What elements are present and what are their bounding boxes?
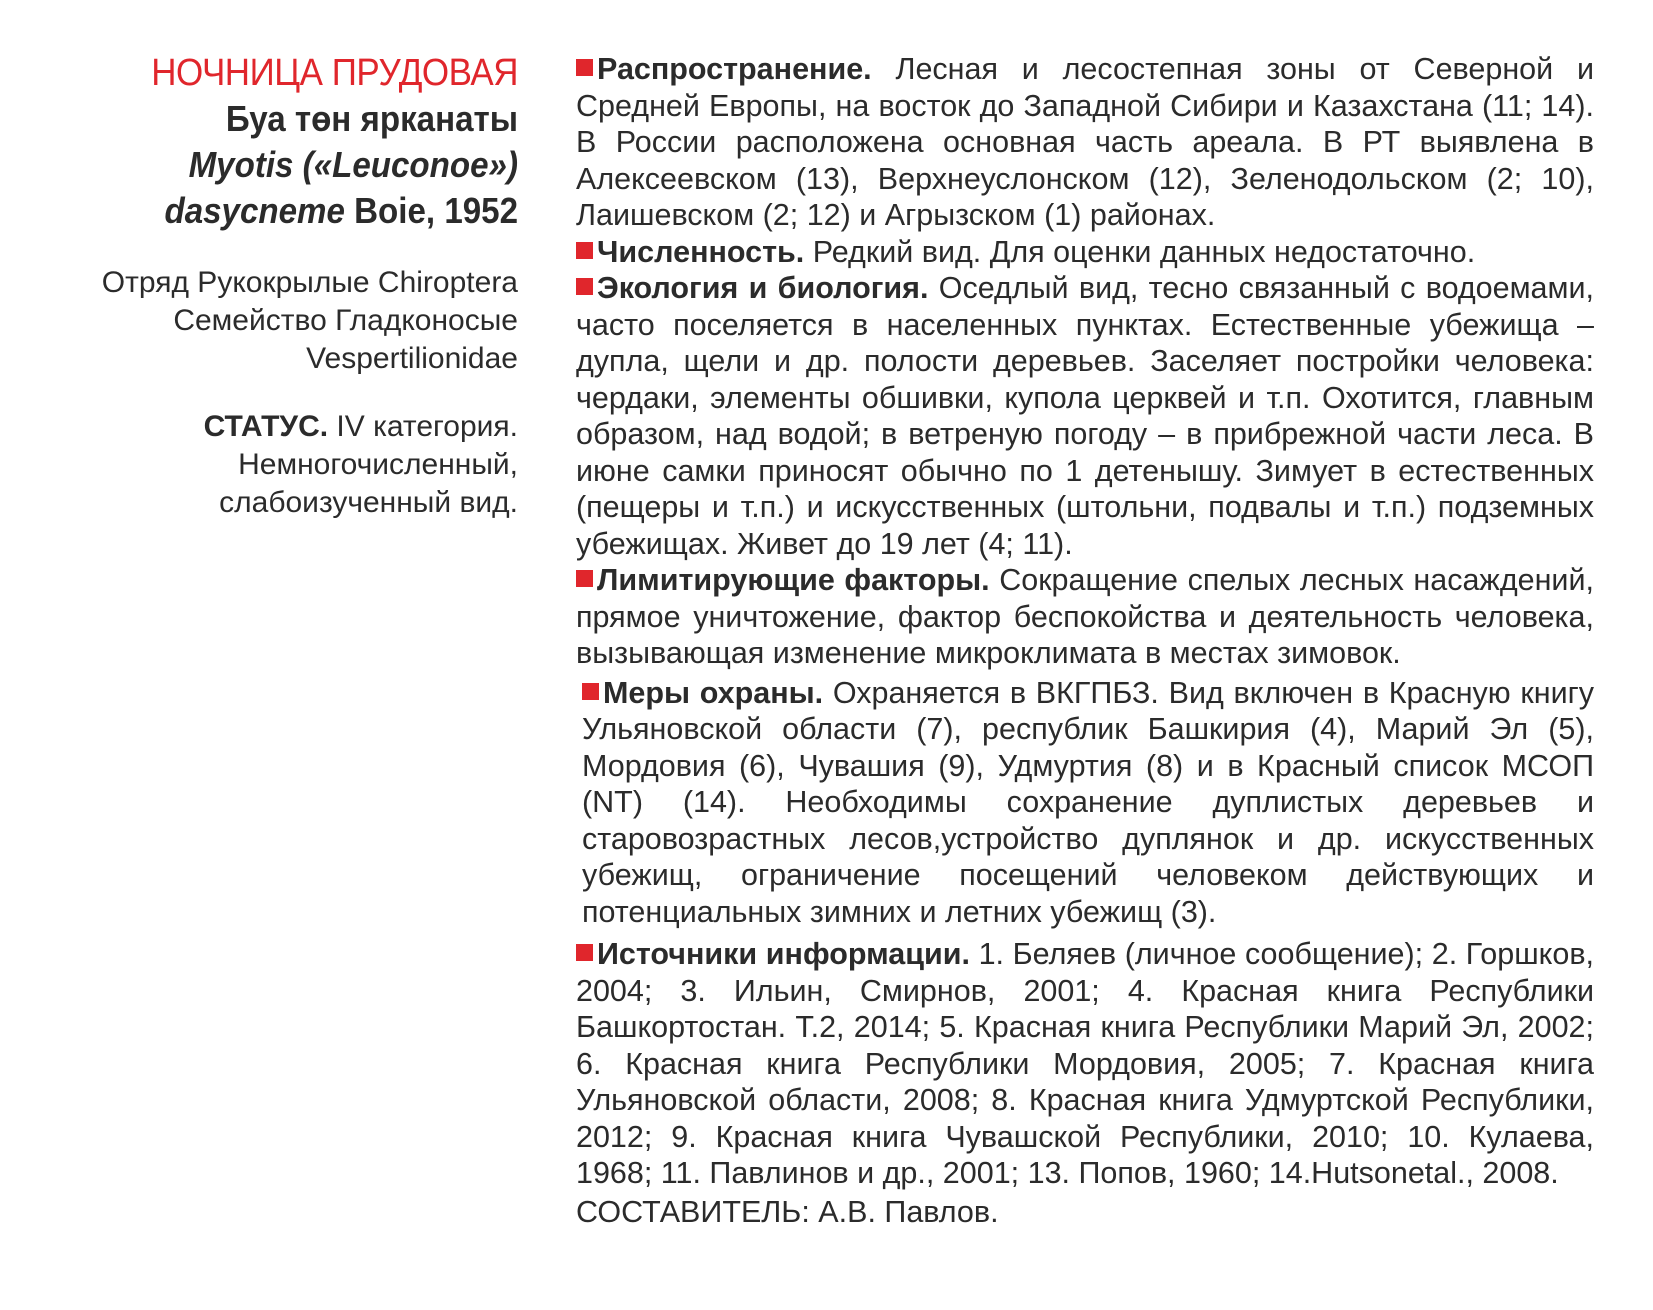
latin-species-text: dasycneme (164, 190, 345, 231)
section-heading: Меры охраны. (603, 675, 824, 710)
red-square-bullet-icon (576, 278, 593, 295)
status-line2: Немногочисленный, (238, 448, 518, 481)
section-ecology (576, 270, 1594, 562)
section-protection (576, 675, 1594, 931)
species-latin-genus (78, 142, 518, 188)
red-square-bullet-icon (576, 570, 593, 587)
section-sources (576, 936, 1594, 1192)
taxonomy-family-line1: Семейство Гладконосые (173, 304, 518, 337)
status-block (40, 408, 518, 522)
section-heading: Распространение. (597, 52, 872, 86)
status-line3: слабоизученный вид. (219, 486, 518, 519)
section-distribution (576, 51, 1594, 234)
section-text: Охраняется в ВКГПБЗ. Вид включен в Красную книгу Ульяновской области (7), республик Башкирия (4), Марий Эл (5), Мордовия (6), Чувашия (9), Удмуртия (8) и в Красный список МСОП (NT) (14). Необходимы сохранение дуплистых деревьев и старовозрастных лесов,устройство дуплянок и др. искусственных убежищ, ограничение посещений человеком действующих и потенциальных зимних и летних убежищ (3). (582, 675, 1594, 929)
section-heading: Экология и биология. (597, 271, 929, 305)
section-limiting-factors (576, 562, 1594, 672)
section-text: Сокращение спелых лесных насаждений, прямое уничтожение, фактор беспокойства и деятельность человека, вызывающая изменение микроклимата в местах зимовок. (576, 563, 1594, 670)
latin-genus-text: Myotis («Leuconoe») (188, 144, 518, 185)
red-square-bullet-icon (576, 944, 593, 961)
section-heading: Численность. (597, 234, 805, 269)
species-header (40, 50, 518, 522)
status-label: СТАТУС. (203, 410, 329, 443)
taxonomy-family-line2: Vespertilionidae (306, 342, 518, 375)
species-name-tatar: Буа төн ярканаты (225, 98, 518, 139)
red-square-bullet-icon (582, 683, 599, 700)
section-text: Оседлый вид, тесно связанный с водоемами, часто поселяется в населенных пунктах. Естественные убежища – дупла, щели и др. полости деревьев. Заселяет постройки человека: чердаки, элементы обшивки, купола церквей и т.п. Охотится, главным образом, над водой; в ветреную погоду – в прибрежной части леса. В июне самки приносят обычно по 1 детенышу. Зимует в естественных (пещеры и т.п.) и искусственных (штольни, подвалы и т.п.) подземных убежищах. Живет до 19 лет (4; 11). (576, 271, 1594, 561)
section-heading: Источники информации. (597, 937, 970, 971)
status-line1 (40, 408, 518, 446)
species-name-ru: НОЧНИЦА ПРУДОВАЯ (151, 52, 518, 94)
taxonomy-block (40, 264, 518, 378)
latin-author-text: Boie, 1952 (354, 190, 518, 231)
section-abundance (576, 234, 1594, 271)
species-latin-name (78, 188, 518, 234)
section-text: Лесная и лесостепная зоны от Северной и Средней Европы, на восток до Западной Сибири и Казахстана (11; 14). В России расположена основная часть ареала. В РТ выявлена в Алексеевском (13), Верхнеуслонском (12), Зеленодольском (2; 10), Лаишевском (2; 12) и Агрызском (1) районах. (576, 52, 1594, 232)
species-description (576, 51, 1594, 1230)
author-label: СОСТАВИТЕЛЬ: (576, 1194, 810, 1229)
status-category: IV категория. (336, 410, 518, 443)
taxonomy-order: Отряд Рукокрылые Chiroptera (101, 266, 518, 299)
author-name: А.В. Павлов. (818, 1194, 999, 1229)
section-text: 1. Беляев (личное сообщение); 2. Горшков, 2004; 3. Ильин, Смирнов, 2001; 4. Красная книга Республики Башкортостан. Т.2, 2014; 5. Красная книга Республики Марий Эл, 2002; 6. Красная книга Республики Мордовия, 2005; 7. Красная книга Ульяновской области, 2008; 8. Красная книга Удмуртской Республики, 2012; 9. Красная книга Чувашской Республики, 2010; 10. Кулаева, 1968; 11. Павлинов и др., 2001; 13. Попов, 1960; 14.Hutsonetal., 2008. (576, 937, 1594, 1190)
section-text: Редкий вид. Для оценки данных недостаточно. (812, 234, 1476, 269)
author-line (576, 1194, 1594, 1231)
section-heading: Лимитирующие факторы. (597, 563, 990, 597)
red-square-bullet-icon (576, 242, 593, 259)
red-square-bullet-icon (576, 59, 593, 76)
